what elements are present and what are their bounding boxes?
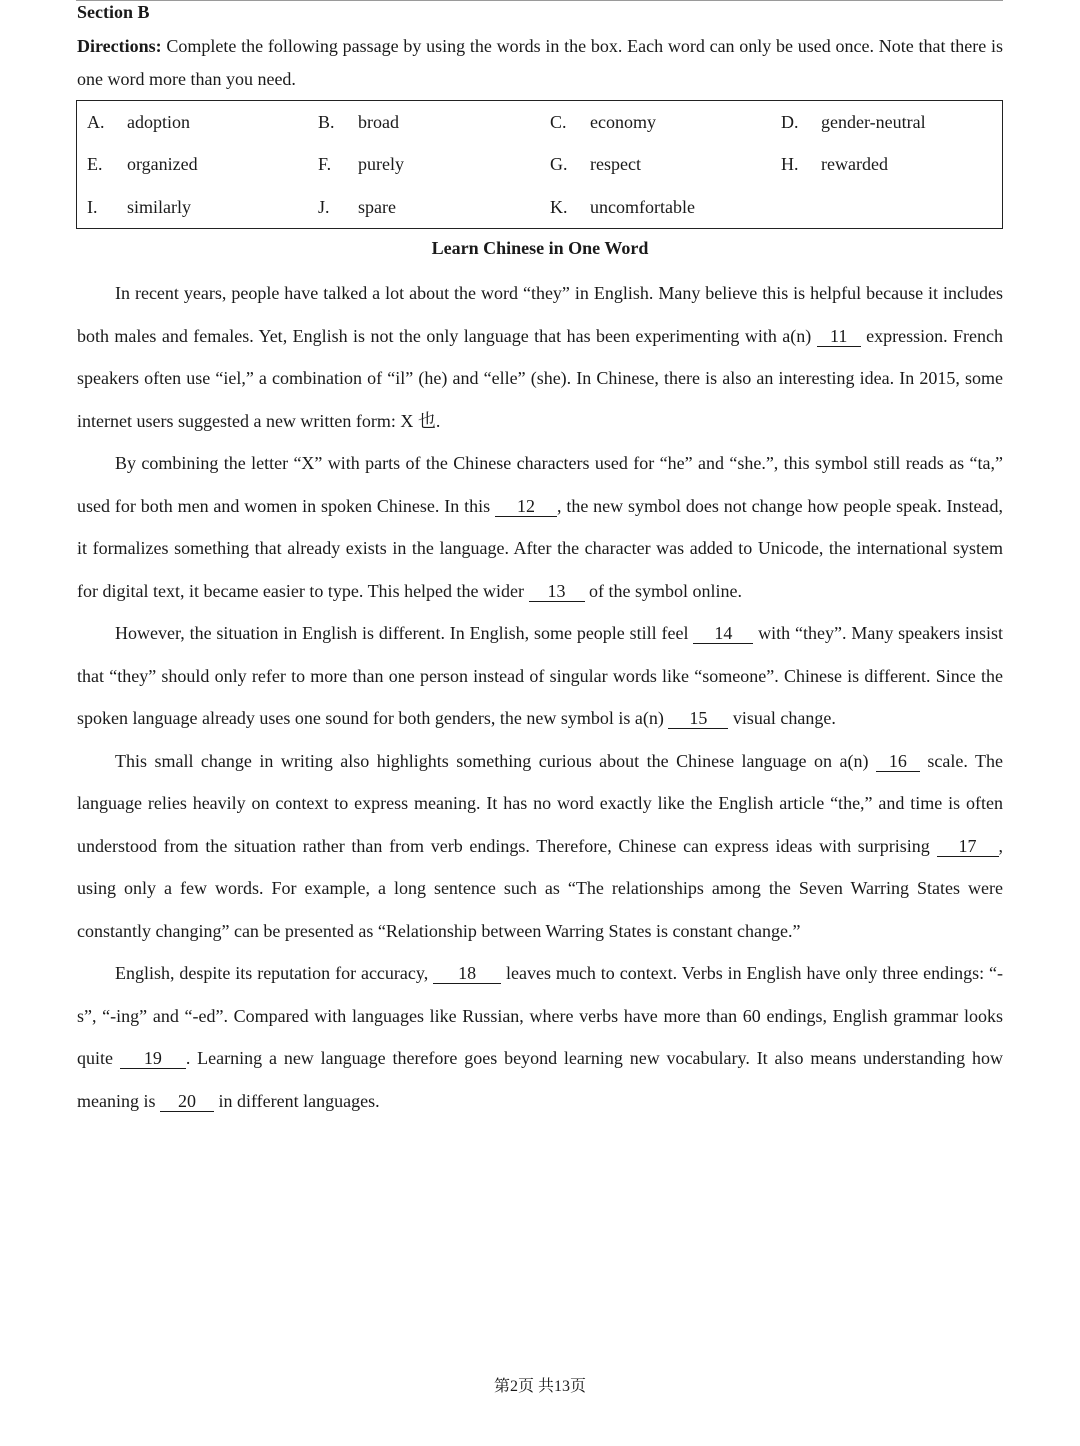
text-run: in different languages. bbox=[214, 1090, 380, 1111]
word-option bbox=[550, 112, 656, 133]
passage-body bbox=[77, 272, 1003, 1122]
blank-16: 16 bbox=[876, 751, 920, 772]
option-word: organized bbox=[127, 154, 198, 174]
text-run: scale. The language relies heavily on context to express meaning. It has no word exactly like the English article “the,” and time is often understood from the situation rather than from verb endings. Therefore, Chinese can express ideas with surprising bbox=[77, 750, 1003, 856]
option-letter: A. bbox=[87, 112, 105, 132]
blank-12: 12 bbox=[495, 496, 557, 517]
option-letter: K. bbox=[550, 197, 568, 217]
section-title: Section B bbox=[77, 2, 150, 22]
text-run: English, despite its reputation for accuracy, bbox=[115, 963, 434, 983]
directions bbox=[77, 30, 1003, 96]
word-option bbox=[781, 112, 926, 133]
option-word: similarly bbox=[127, 197, 191, 217]
word-option bbox=[87, 197, 191, 218]
option-letter: E. bbox=[87, 154, 103, 174]
paragraph-4 bbox=[77, 740, 1003, 953]
word-option bbox=[550, 154, 641, 175]
word-option bbox=[87, 112, 190, 133]
option-word: broad bbox=[358, 112, 399, 132]
option-word: purely bbox=[358, 154, 404, 174]
option-letter: J. bbox=[318, 197, 330, 217]
blank-15: 15 bbox=[668, 708, 728, 729]
text-run: However, the situation in English is different. In English, some people still feel bbox=[115, 623, 694, 643]
text-run: with “they”. Many speakers insist that “they” should only refer to more than one person instead of singular words like “someone”. Chinese is different. Since the spoken language already uses one sound for both genders, the new symbol is a(n) bbox=[77, 623, 1003, 728]
word-option bbox=[781, 154, 888, 175]
blank-17: 17 bbox=[937, 836, 999, 857]
paragraph-3 bbox=[77, 612, 1003, 740]
blank-13: 13 bbox=[529, 581, 585, 602]
text-run: visual change. bbox=[728, 708, 836, 728]
paragraph-1 bbox=[77, 272, 1003, 442]
paragraph-2 bbox=[77, 442, 1003, 612]
blank-19: 19 bbox=[120, 1048, 186, 1069]
text-run: leaves much to context. Verbs in English have only three endings: “-s”, “-ing” and “-ed”. Compared with languages like Russian, where verbs have more than 60 endings, English grammar looks quite bbox=[77, 963, 1003, 1068]
text-run: This small change in writing also highlights something curious about the Chinese language on a(n) bbox=[115, 750, 876, 771]
option-letter: D. bbox=[781, 112, 799, 132]
option-letter: B. bbox=[318, 112, 335, 132]
option-letter: F. bbox=[318, 154, 332, 174]
word-box bbox=[76, 100, 1003, 229]
text-run: . Learning a new language therefore goes beyond learning new vocabulary. It also means understanding how meaning is bbox=[77, 1048, 1004, 1111]
word-option bbox=[318, 112, 399, 133]
page-number: 第2页 共13页 bbox=[493, 1378, 586, 1395]
option-word: respect bbox=[590, 154, 641, 174]
directions-text: Complete the following passage by using the words in the box. Each word can only be used once. Note that there is one word more than you need. bbox=[77, 36, 1003, 89]
word-option bbox=[87, 154, 198, 175]
text-run: of the symbol online. bbox=[584, 580, 743, 601]
text-run: , using only a few words. For example, a long sentence such as “The relationships among the Seven Warring States were constantly changing” can be presented as “Relationship between Warring States is constant change.” bbox=[77, 835, 1003, 941]
passage-title: Learn Chinese in One Word bbox=[431, 238, 649, 258]
option-word: gender-neutral bbox=[821, 112, 926, 132]
top-rule bbox=[76, 0, 1003, 1]
word-option bbox=[318, 154, 404, 175]
option-word: economy bbox=[590, 112, 656, 132]
word-option bbox=[318, 197, 396, 218]
blank-18: 18 bbox=[433, 963, 501, 984]
blank-11: 11 bbox=[817, 326, 861, 347]
option-letter: I. bbox=[87, 197, 98, 217]
word-option bbox=[550, 197, 695, 218]
directions-lead: Directions: bbox=[77, 36, 162, 56]
text-run: , the new symbol does not change how people speak. Instead, it formalizes something that already exists in the language. After the character was added to Unicode, the international system for digital text, it became easier to type. This helped the wider bbox=[77, 495, 1003, 601]
text-run: expression. French speakers often use “iel,” a combination of “il” (he) and “elle” (she). In Chinese, there is also an interesting idea. In 2015, some internet users suggested a new written form: X 也. bbox=[77, 325, 1004, 431]
blank-14: 14 bbox=[693, 623, 753, 644]
option-word: rewarded bbox=[821, 154, 888, 174]
text-run: In recent years, people have talked a lot about the word “they” in English. Many believe this is helpful because it includes both males and females. Yet, English is not the only language that has been experimenting with a(n) bbox=[77, 283, 1003, 346]
option-letter: C. bbox=[550, 112, 567, 132]
option-letter: G. bbox=[550, 154, 568, 174]
blank-20: 20 bbox=[160, 1091, 214, 1112]
option-letter: H. bbox=[781, 154, 799, 174]
option-word: adoption bbox=[127, 112, 190, 132]
option-word: uncomfortable bbox=[590, 197, 695, 217]
paragraph-5 bbox=[77, 952, 1003, 1122]
option-word: spare bbox=[358, 197, 396, 217]
text-run: By combining the letter “X” with parts of the Chinese characters used for “he” and “she.”, this symbol still reads as “ta,” used for both men and women in spoken Chinese. In this bbox=[77, 453, 1003, 516]
